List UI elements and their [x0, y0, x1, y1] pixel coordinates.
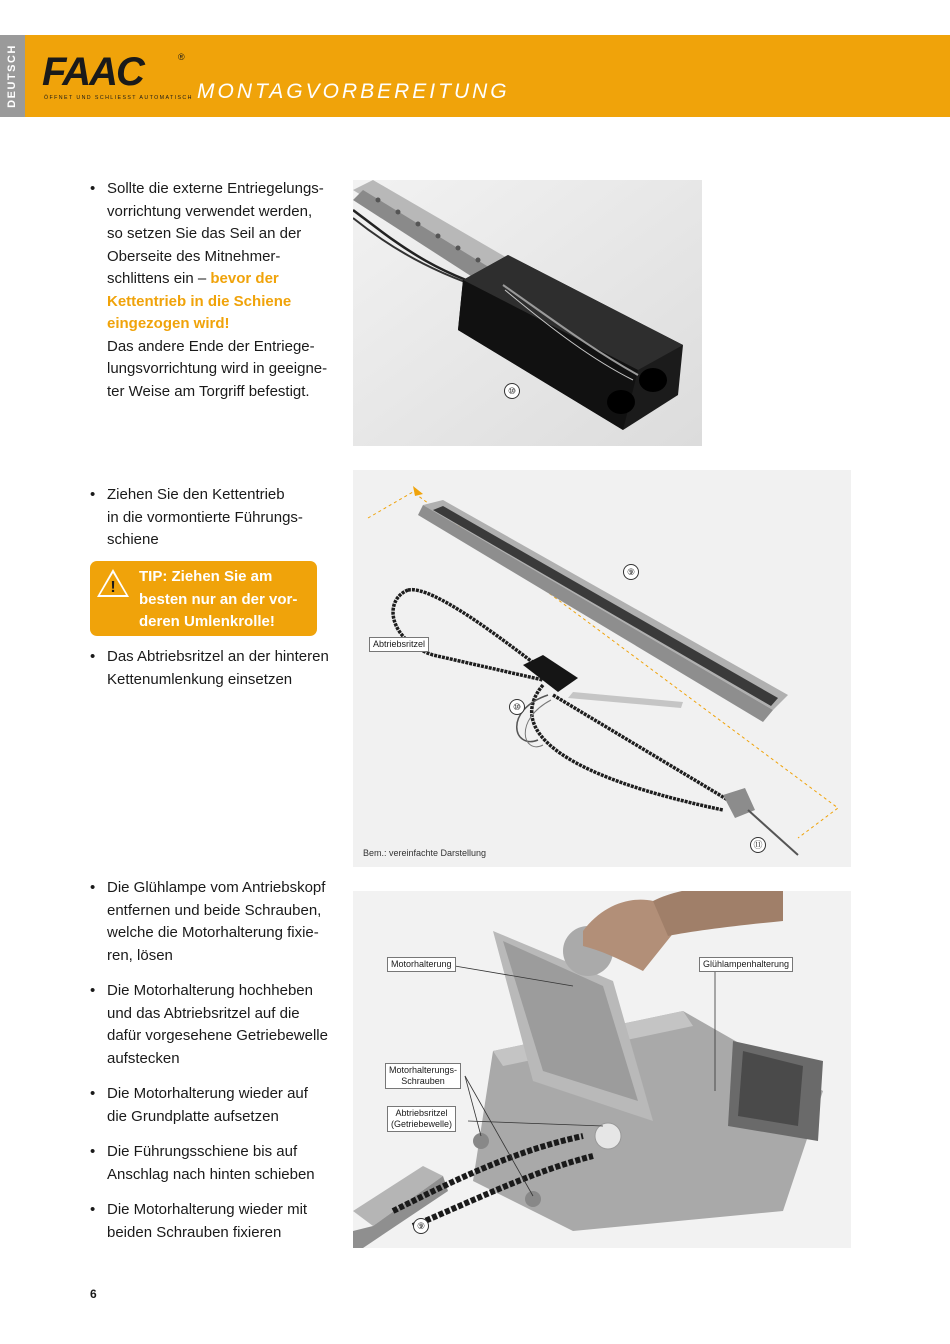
- callout-line: Motorhalterungs-: [389, 1065, 458, 1075]
- text-line: ren, lösen: [107, 946, 173, 964]
- part-number-9: ⑨: [623, 564, 639, 580]
- text-line: Das Abtriebsritzel an der hinteren: [107, 648, 329, 665]
- text-line: so setzen Sie das Seil an der: [107, 225, 302, 242]
- text-line: vorrichtung verwendet werden,: [107, 202, 313, 220]
- text-line: welche die Motorhalterung fixie-: [107, 924, 319, 941]
- bullet-item: [90, 1141, 340, 1186]
- section1-text: [90, 178, 340, 403]
- bullet-dot: •: [90, 486, 96, 503]
- bullet-item: [90, 178, 340, 403]
- callout-lamp-holder: Glühlampenhalterung: [699, 957, 793, 972]
- bullet-dot: •: [90, 982, 96, 999]
- section3-text: [90, 877, 340, 1244]
- text-line: lungsvorrichtung wird in geeigne-: [107, 360, 328, 377]
- text-line: und das Abtriebsritzel auf die: [107, 1004, 300, 1022]
- bullet-dot: •: [90, 1143, 96, 1160]
- callout-motor-mount: Motorhalterung: [387, 957, 456, 972]
- text-line: ter Weise am Torgriff befestigt.: [107, 382, 310, 400]
- logo-wordmark: FAAC: [42, 50, 143, 94]
- bullet-item: [90, 646, 350, 691]
- page-title: MONTAGVORBEREITUNG: [197, 80, 510, 103]
- bullet-dot: •: [90, 648, 96, 665]
- text-line: Oberseite des Mitnehmer-: [107, 247, 281, 265]
- bullet-item: [90, 877, 340, 967]
- text-line: Die Glühlampe vom Antriebskopf: [107, 879, 326, 896]
- section2-bullet1: [90, 484, 340, 552]
- text-line: Die Motorhalterung hochheben: [107, 982, 313, 999]
- carriage-illustration: [353, 180, 702, 446]
- bullet-dot: •: [90, 879, 96, 896]
- logo-tagline: ÖFFNET UND SCHLIESST AUTOMATISCH: [44, 95, 193, 101]
- bullet-item: [90, 980, 340, 1070]
- bullet-item: [90, 1199, 340, 1244]
- tip-text: [139, 566, 297, 634]
- faac-logo: [42, 50, 193, 106]
- bullet-dot: •: [90, 1201, 96, 1218]
- text-line: die Grundplatte aufsetzen: [107, 1107, 279, 1125]
- text-fragment: schlittens ein –: [107, 270, 211, 287]
- highlight-text: Kettentrieb in die Schiene: [107, 292, 292, 310]
- text-line: [107, 268, 340, 291]
- text-line: entfernen und beide Schrauben,: [107, 901, 322, 919]
- text-line: Die Motorhalterung wieder auf: [107, 1085, 308, 1102]
- photo-carriage-release: [353, 180, 702, 446]
- language-tab-label: DEUTSCH: [6, 44, 18, 108]
- callout-line: Schrauben: [401, 1076, 445, 1086]
- bullet-dot: •: [90, 1085, 96, 1102]
- text-line: dafür vorgesehene Getriebewelle: [107, 1027, 328, 1044]
- warning-icon: [95, 567, 131, 599]
- text-line: beiden Schrauben fixieren: [107, 1223, 282, 1241]
- text-line: aufstecken: [107, 1049, 180, 1067]
- language-tab: [0, 35, 25, 117]
- logo-registered-mark: ®: [178, 52, 185, 62]
- text-line: Ziehen Sie den Kettentrieb: [107, 486, 285, 503]
- tip-line: deren Umlenkrolle!: [139, 613, 275, 630]
- tip-line: TIP: Ziehen Sie am: [139, 568, 273, 585]
- highlight-text: eingezogen wird!: [107, 315, 230, 332]
- part-number-11: ⑪: [750, 837, 766, 853]
- tip-line: besten nur an der vor-: [139, 590, 298, 608]
- warning-symbol: !: [110, 579, 116, 596]
- section2-bullet2: [90, 646, 350, 691]
- part-number-10: ⑩: [504, 383, 520, 399]
- highlight-text: bevor der: [210, 270, 279, 287]
- page-number: 6: [90, 1287, 97, 1301]
- callout-line: (Getriebewelle): [391, 1119, 453, 1129]
- text-line: Das andere Ende der Entriege-: [107, 337, 315, 355]
- text-line: Die Führungsschiene bis auf: [107, 1143, 298, 1160]
- tip-box: [90, 561, 317, 636]
- text-line: Sollte die externe Entriegelungs-: [107, 180, 324, 197]
- photo-motor-mount: [353, 891, 851, 1248]
- part-number-9: ⑨: [413, 1218, 429, 1234]
- callout-drive-sprocket: [387, 1106, 456, 1132]
- bullet-item: [90, 1083, 340, 1128]
- callout-motor-screws: [385, 1063, 461, 1089]
- bullet-item: [90, 484, 340, 552]
- callout-drive-sprocket: Abtriebsritzel: [369, 637, 429, 652]
- callout-line: Abtriebsritzel: [395, 1108, 448, 1118]
- photo-rail-chain: [353, 470, 851, 867]
- text-line: Anschlag nach hinten schieben: [107, 1165, 315, 1183]
- bullet-dot: •: [90, 180, 96, 197]
- text-line: Kettenumlenkung einsetzen: [107, 670, 293, 688]
- part-number-10: ⑩: [509, 699, 525, 715]
- text-line: Die Motorhalterung wieder mit: [107, 1201, 308, 1218]
- text-line: schiene: [107, 531, 159, 548]
- text-line: in die vormontierte Führungs-: [107, 508, 303, 526]
- rail-chain-illustration: [353, 470, 851, 867]
- simplified-note: Bem.: vereinfachte Darstellung: [363, 848, 487, 858]
